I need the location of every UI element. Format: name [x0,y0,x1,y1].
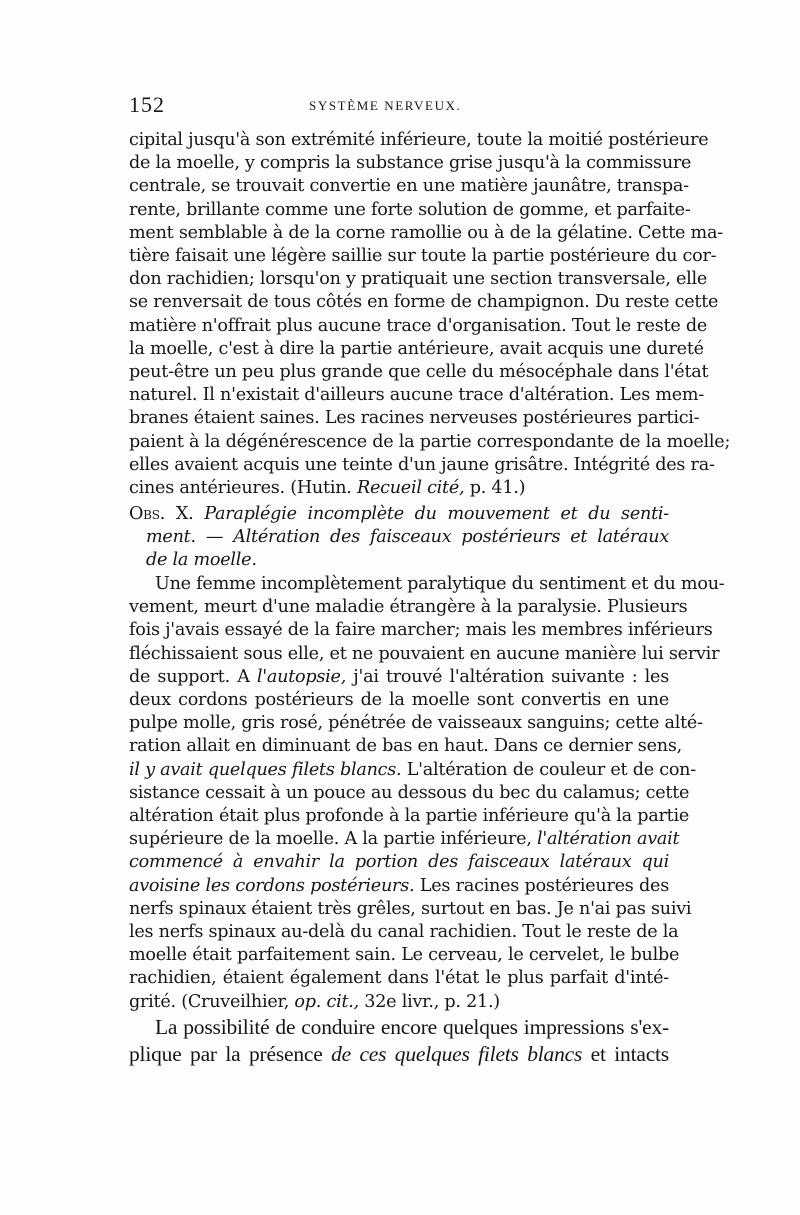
paragraph-commentary [129,1014,669,1067]
citation-reference: Recueil cité, [356,478,465,499]
emphasis-line: commencé à envahir la portion des faisceaux latéraux qui [129,852,669,873]
text-line: tière faisait une légère saillie sur toute la partie postérieure du cor- [129,246,717,267]
text-line: La possibilité de conduire encore quelques impressions s'ex- [155,1015,669,1039]
page-number: 152 [129,92,165,117]
running-head [129,92,669,118]
text-line: se renversait de tous côtés en forme de champignon. Du reste cette [129,292,719,313]
text-span: cines antérieures. (Hutin. [129,478,357,499]
text-line: ment semblable à de la corne ramollie ou à de la gélatine. Cette ma- [129,222,723,243]
text-span: p. 41.) [464,478,526,499]
text-line: la moelle, c'est à dire la partie antérieure, avait acquis une dureté [129,338,704,359]
text-line: vement, meurt d'une maladie étrangère à la paralysie. Plusieurs [129,597,688,618]
text-line: fléchissaient sous elle, et ne pouvaient en aucune manière lui servir [129,643,720,664]
text-line: naturel. Il n'existait d'ailleurs aucune trace d'altération. Les mem- [129,385,705,406]
text-line [129,759,696,782]
text-line: deux cordons postérieurs de la moelle sont convertis en une [129,690,669,711]
text-line: elles avaient acquis une teinte d'un jaune grisâtre. Intégrité des ra- [129,454,715,475]
text-span: Les racines postérieures des [414,875,669,896]
text-line: paient à la dégénérescence de la partie correspondante de la moelle; [129,431,731,452]
text-line: nerfs spinaux étaient très grêles, surtout en bas. Je n'ai pas suivi [129,898,692,919]
text-span: de support. A [129,666,257,687]
text-line [129,666,669,689]
text-span: j'ai trouvé l'altération suivante : les [346,666,669,687]
text-line: fois j'avais essayé de la faire marcher; mais les membres inférieurs [129,620,713,641]
paragraph-hutin-case [129,129,731,500]
citation-reference: op. cit., [294,991,359,1012]
text-line: rente, brillante comme une forte solution de gomme, et parfaite- [129,199,691,220]
text-line: cipital jusqu'à son extrémité inférieure, toute la moitié postérieure [129,130,709,150]
emphasis-text: avoisine les cordons postérieurs. [129,875,415,896]
text-span: plique par la présence [129,1041,332,1066]
observation-heading [129,503,669,573]
observation-title-line: de la moelle. [146,550,257,571]
emphasis-text: l'autopsie, [256,666,347,687]
text-line: les nerfs spinaux au-delà du canal rachidien. Tout le reste de la [129,922,679,943]
emphasis-text: de ces quelques filets blancs [331,1041,583,1066]
observation-title-line: Paraplégie incomplète du mouvement et du senti- [193,504,669,524]
text-line: don rachidien; lorsqu'on y pratiquait une section transversale, elle [129,269,708,290]
text-line-citation [129,477,669,500]
text-line [129,1041,669,1068]
text-line-citation [129,991,669,1014]
text-line: altération était plus profonde à la partie inférieure qu'à la partie [129,806,690,827]
text-line: peut-être un peu plus grande que celle du mésocéphale dans l'état [129,362,709,383]
running-title: SYSTÈME NERVEUX. [309,98,462,113]
text-line [129,875,669,898]
text-span: supérieure de la moelle. A la partie inférieure, [129,829,538,850]
text-span: et intacts [582,1041,669,1066]
text-line: centrale, se trouvait convertie en une matière jaunâtre, transpa- [129,176,689,197]
text-line [129,828,680,851]
text-line: matière n'offrait plus aucune trace d'organisation. Tout le reste de [129,315,707,336]
emphasis-text: il y avait quelques filets blancs. [129,759,402,780]
emphasis-text: l'altération avait [537,829,680,850]
text-line: ration allait en diminuant de bas en haut. Dans ce dernier sens, [129,736,682,757]
text-span: grité. (Cruveilhier, [129,991,295,1012]
text-line: rachidien, étaient également dans l'état le plus parfait d'inté- [129,968,669,989]
text-line: de la moelle, y compris la substance grise jusqu'à la commissure [129,153,692,174]
text-span: L'altération de couleur et de con- [401,759,696,780]
paragraph-cruveilhier-case [129,573,725,1014]
text-span: 32e livr., p. 21.) [358,991,500,1012]
text-line: sistance cessait à un pouce au dessous du bec du calamus; cette [129,782,690,803]
text-line: branes étaient saines. Les racines nerveuses postérieures partici- [129,408,700,429]
text-line: pulpe molle, gris rosé, pénétrée de vaisseaux sanguins; cette alté- [129,713,703,734]
observation-label: Obs. X. [129,504,194,524]
text-line: Une femme incomplètement paralytique du sentiment et du mou- [155,574,725,594]
observation-title-line: ment. — Altération des faisceaux postérieurs et latéraux [146,527,669,548]
text-line: moelle était parfaitement sain. Le cerveau, le cervelet, le bulbe [129,945,680,966]
